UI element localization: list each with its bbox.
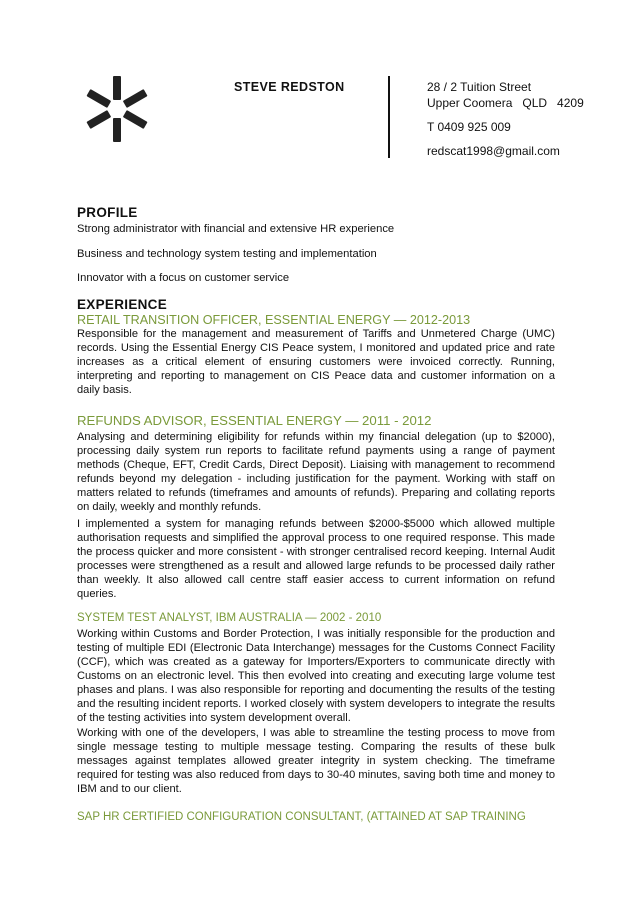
job-description: Working within Customs and Border Protection, I was initially responsible for the production and testing of multiple EDI (Electronic Data Interchange) messages for the Customs Connect Facility (CCF), which was created as a gateway for Importers/Exporters to communicate directly with Customs on an electronic level. This then evolved into creating and executing large volume test phases and plans. I was also responsible for reporting and documenting the results of the testing and the resulting incident reports. I worked closely with system developers to integrate the results of the testing activities into system development overall.: [77, 628, 555, 724]
job-description: Analysing and determining eligibility for refunds within my financial delegation (up to $2000), processing daily system run reports to facilitate refund payments using a range of payment methods (Cheque, EFT, Credit Cards, Direct Deposit). Liaising with management to recommend refunds beyond my delegation - including justification for the payment. Working with staff on matters related to refunds (timeframes and amounts of refunds). Preparing and collating reports on daily, weekly and monthly refunds.: [77, 431, 555, 513]
job-description: Working with one of the developers, I was able to streamline the testing process to move from single message testing to multiple message testing. Comparing the results of these bulk messages against templates allowed greater integrity in system checking. The timeframe required for testing was also reduced from days to 30-40 minutes, saving both time and money to IBM and to our client.: [77, 727, 555, 795]
job-title: RETAIL TRANSITION OFFICER, ESSENTIAL ENERGY — 2012-2013: [77, 313, 471, 327]
address-line-2: Upper Coomera QLD 4209: [427, 96, 584, 110]
experience-heading: EXPERIENCE: [77, 297, 168, 312]
profile-item: Innovator with a focus on customer service: [77, 272, 290, 284]
profile-item: Business and technology system testing and implementation: [77, 248, 377, 260]
phone-number: T 0409 925 009: [427, 120, 511, 134]
job-description: I implemented a system for managing refunds between $2000-$5000 which allowed multiple authorisation requests and simplified the approval process to one required response. This made the process quicker and more consistent - with stronger centralised record keeping. Internal Audit processes were strengthened as a result and allowed large refunds to be processed daily rather than weekly. It also allowed call centre staff easier access to current information on refund queries.: [77, 518, 555, 600]
applicant-name: STEVE REDSTON: [234, 80, 345, 94]
job-description: Responsible for the management and measurement of Tariffs and Unmetered Charge (UMC) records. Using the Essential Energy CIS Peace system, I monitored and updated price and rate increases as a critical element of ensuring customers were invoiced correctly. Running, interpreting and reporting to management on CIS Peace data and customer information on a daily basis.: [77, 328, 555, 396]
profile-heading: PROFILE: [77, 205, 138, 220]
job-title: SAP HR CERTIFIED CONFIGURATION CONSULTANT, (ATTAINED AT SAP TRAINING: [77, 811, 526, 823]
job-title: SYSTEM TEST ANALYST, IBM AUSTRALIA — 2002 - 2010: [77, 612, 382, 624]
address-line-1: 28 / 2 Tuition Street: [427, 80, 532, 94]
job-title: REFUNDS ADVISOR, ESSENTIAL ENERGY — 2011 - 2012: [77, 413, 432, 428]
email-address: redscat1998@gmail.com: [427, 144, 560, 158]
header-divider: [388, 76, 390, 158]
profile-item: Strong administrator with financial and extensive HR experience: [77, 223, 395, 235]
asterisk-logo-icon: [82, 74, 152, 144]
